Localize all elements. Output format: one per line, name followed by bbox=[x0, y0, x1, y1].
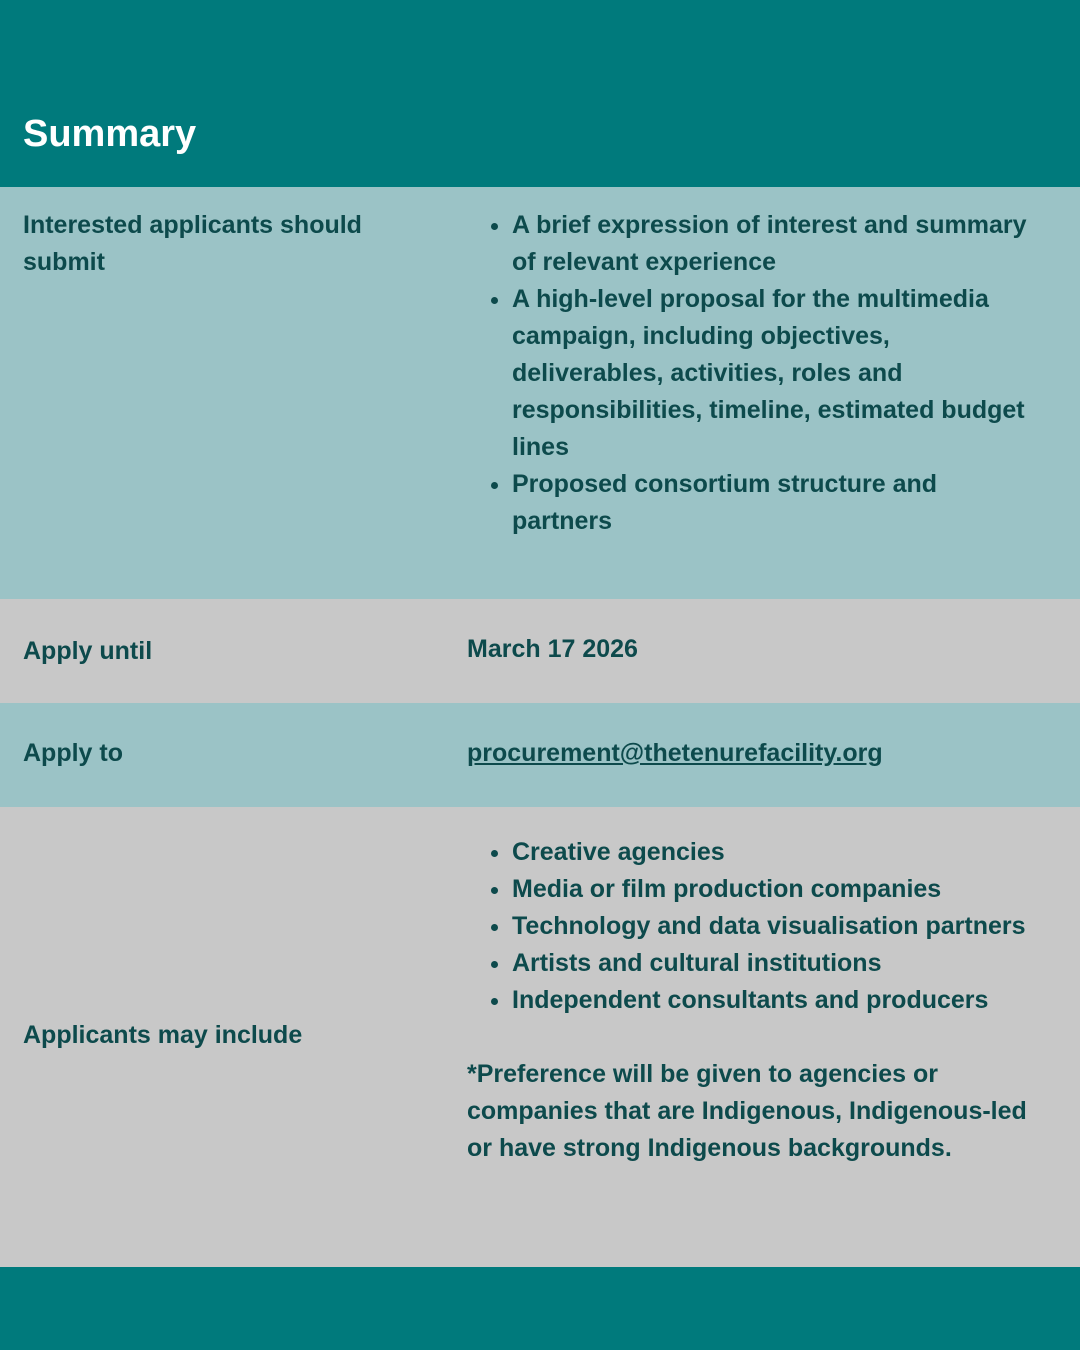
applicants-list bbox=[467, 834, 1032, 1019]
list-item: • A high-level proposal for the multimedia campaign, including objectives, deliverables, activities, roles and responsibilities, timeline, estimated budget lines bbox=[512, 281, 1027, 466]
list-item: • Independent consultants and producers bbox=[512, 982, 1032, 1019]
row-label: Apply until bbox=[23, 637, 153, 665]
deadline-value: March 17 2026 bbox=[467, 635, 638, 663]
list-item: • A brief expression of interest and summary of relevant experience bbox=[512, 207, 1027, 281]
preference-note: *Preference will be given to agencies or companies that are Indigenous, Indigenous-led or have strong Indigenous backgrounds. bbox=[467, 1060, 1027, 1162]
list-item: • Media or film production companies bbox=[512, 871, 1032, 908]
list-item: • Creative agencies bbox=[512, 834, 1032, 871]
row-label: Apply to bbox=[23, 739, 123, 767]
applicants-container bbox=[467, 834, 1067, 1167]
header-band bbox=[0, 0, 1080, 187]
row-submit bbox=[0, 187, 1080, 599]
submit-list-container bbox=[467, 207, 1027, 540]
row-apply-to bbox=[0, 703, 1080, 807]
footer-band bbox=[0, 1267, 1080, 1350]
row-applicants bbox=[0, 807, 1080, 1267]
row-label: Applicants may include bbox=[23, 1021, 303, 1049]
row-deadline bbox=[0, 599, 1080, 703]
email-link[interactable]: procurement@thetenurefacility.org bbox=[467, 739, 883, 767]
row-label: Interested applicants should submit bbox=[23, 211, 362, 276]
list-item: • Proposed consortium structure and partners bbox=[512, 466, 1027, 540]
page-title: Summary bbox=[23, 113, 197, 155]
submit-list bbox=[467, 207, 1027, 540]
list-item: • Technology and data visualisation partners bbox=[512, 908, 1032, 945]
list-item: • Artists and cultural institutions bbox=[512, 945, 1032, 982]
